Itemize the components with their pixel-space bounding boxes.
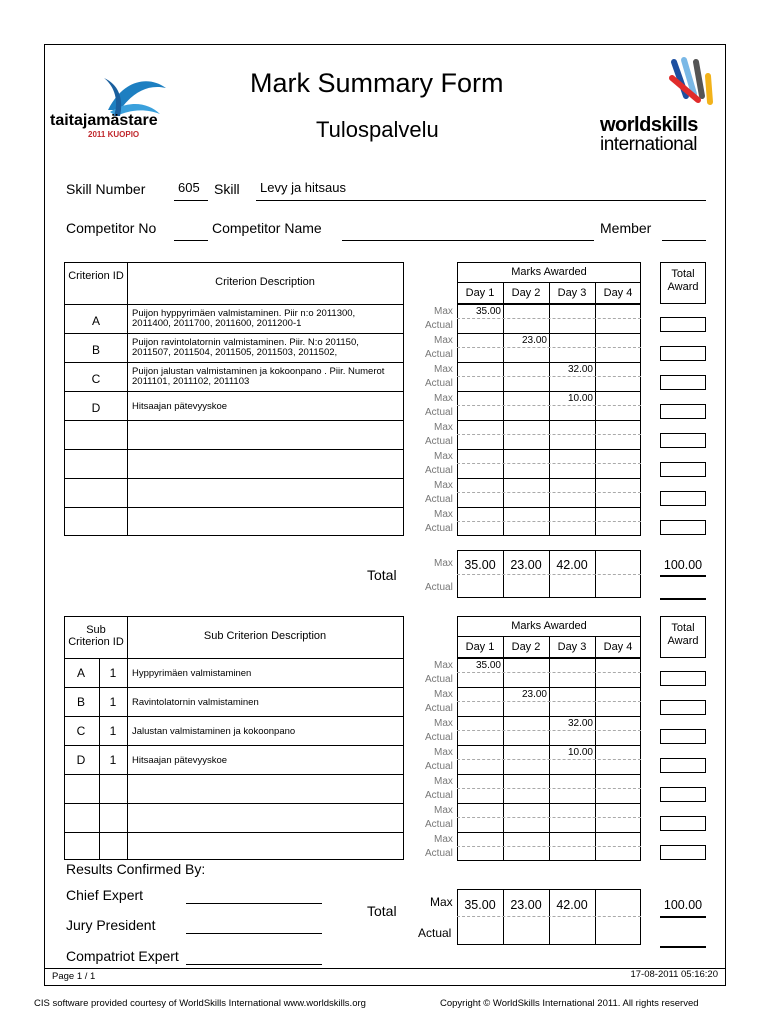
sub-total-award-cell[interactable] (660, 845, 706, 860)
max-label: Max (434, 422, 453, 433)
actual-label: Actual (425, 732, 453, 743)
competitor-name-field[interactable] (342, 240, 594, 241)
max-label: Max (434, 364, 453, 375)
max-label: Max (434, 834, 453, 845)
criteria-total-day3: 42.00 (556, 558, 588, 572)
sub-criterion-id-header: Sub Criterion ID (68, 624, 124, 648)
worldskills-logo-line1: worldskills (600, 114, 698, 136)
competitor-no-label: Competitor No (66, 220, 157, 236)
criterion-desc-c: Puijon jalustan valmistaminen ja kokoonpano . Piir. Numerot 2011101, 2011102, 2011103 (132, 366, 385, 387)
day-3-header: Day 3 (557, 287, 587, 299)
sub-total-award-label: Total Award (667, 622, 699, 647)
actual-label: Actual (425, 523, 453, 534)
sub-c-day3-max: 32.00 (567, 718, 593, 729)
criterion-desc-a: Puijon hyppyrimäen valmistaminen. Piir n:o 2011300, 2011400, 2011700, 2011600, 2011200-1 (132, 308, 356, 329)
criterion-id-a: A (91, 314, 100, 328)
sub-total-award-cell[interactable] (660, 671, 706, 686)
sub-total-award: 100.00 (663, 898, 703, 912)
sub-id-d: D (76, 753, 86, 767)
footer-credit: CIS software provided courtesy of WorldSkills International www.worldskills.org (34, 998, 366, 1009)
member-label: Member (600, 220, 652, 236)
sub-total-award-cell[interactable] (660, 729, 706, 744)
total-award-cell[interactable] (660, 462, 706, 477)
sub-total-award-cell[interactable] (660, 758, 706, 773)
actual-label: Actual (425, 494, 453, 505)
member-field[interactable] (662, 240, 706, 241)
sub-desc-a: Hyppyrimäen valmistaminen (132, 668, 252, 679)
criterion-id-b: B (91, 343, 100, 357)
sub-day-3-header: Day 3 (557, 641, 587, 653)
max-label: Max (434, 718, 453, 729)
sub-total-day1: 35.00 (464, 898, 496, 912)
total-award-cell[interactable] (660, 433, 706, 448)
page-subtitle: Tulospalvelu (316, 117, 439, 142)
results-confirmed-heading: Results Confirmed By: (66, 861, 206, 877)
sub-total-award-cell[interactable] (660, 787, 706, 802)
sub-desc-c: Jalustan valmistaminen ja kokoonpano (132, 726, 296, 737)
actual-label: Actual (425, 790, 453, 801)
actual-label: Actual (425, 761, 453, 772)
sub-a-day1-max: 35.00 (475, 660, 501, 671)
sub-num-d: 1 (109, 753, 117, 767)
actual-label: Actual (425, 320, 453, 331)
actual-label: Actual (425, 465, 453, 476)
competitor-name-label: Competitor Name (212, 220, 322, 236)
criteria-total-day1: 35.00 (464, 558, 496, 572)
actual-label: Actual (425, 407, 453, 418)
max-label: Max (434, 805, 453, 816)
skill-value[interactable]: Levy ja hitsaus (260, 180, 346, 195)
max-label: Max (434, 306, 453, 317)
max-label: Max (434, 660, 453, 671)
chief-expert-signature[interactable] (186, 903, 322, 904)
sub-id-b: B (76, 695, 85, 709)
sub-total-award-cell[interactable] (660, 700, 706, 715)
chief-expert-label: Chief Expert (66, 887, 144, 903)
total-award-cell[interactable] (660, 404, 706, 419)
criterion-id-header: Criterion ID (68, 270, 124, 282)
max-label: Max (434, 480, 453, 491)
max-label: Max (434, 393, 453, 404)
sub-id-a: A (76, 666, 85, 680)
criterion-a-day1-max: 35.00 (475, 306, 501, 317)
sub-total-award-cell[interactable] (660, 816, 706, 831)
day-4-header: Day 4 (603, 287, 633, 299)
max-label: Max (434, 451, 453, 462)
sub-total-label: Total (367, 903, 397, 919)
actual-label: Actual (425, 436, 453, 447)
total-award-cell[interactable] (660, 520, 706, 535)
sub-criteria-table (64, 616, 404, 860)
max-label: Max (434, 747, 453, 758)
total-award-cell[interactable] (660, 346, 706, 361)
criteria-total-award: 100.00 (663, 558, 703, 572)
actual-label: Actual (418, 926, 452, 940)
sub-desc-b: Ravintolatornin valmistaminen (132, 697, 259, 708)
sub-day-1-header: Day 1 (465, 641, 495, 653)
criterion-desc-header: Criterion Description (215, 276, 315, 288)
sub-num-c: 1 (109, 724, 117, 738)
compatriot-expert-label: Compatriot Expert (66, 948, 179, 964)
skill-number-underline (174, 200, 208, 201)
criteria-total-day2: 23.00 (510, 558, 542, 572)
sub-d-day3-max: 10.00 (567, 747, 593, 758)
sub-id-c: C (76, 724, 86, 738)
page-title: Mark Summary Form (250, 68, 504, 98)
max-label: Max (430, 895, 453, 909)
skill-number-label: Skill Number (66, 181, 146, 197)
max-label: Max (434, 335, 453, 346)
marks-awarded-header: Marks Awarded (511, 266, 587, 278)
sub-day-4-header: Day 4 (603, 641, 633, 653)
day-2-header: Day 2 (511, 287, 541, 299)
compatriot-expert-signature[interactable] (186, 964, 322, 965)
max-label: Max (434, 776, 453, 787)
sub-criterion-desc-header: Sub Criterion Description (203, 630, 327, 642)
print-datetime: 17-08-2011 05:16:20 (630, 969, 718, 980)
total-award-cell[interactable] (660, 375, 706, 390)
actual-label: Actual (425, 378, 453, 389)
sub-desc-d: Hitsaajan pätevyyskoe (132, 755, 228, 766)
criterion-id-c: C (91, 372, 101, 386)
actual-label: Actual (425, 349, 453, 360)
actual-label: Actual (425, 674, 453, 685)
footer-copyright: Copyright © WorldSkills International 2011. All rights reserved (440, 998, 699, 1009)
sub-marks-awarded-header: Marks Awarded (511, 620, 587, 632)
sub-num-b: 1 (109, 695, 117, 709)
criterion-d-day3-max: 10.00 (567, 393, 593, 404)
total-award-cell[interactable] (660, 491, 706, 506)
sub-day-2-header: Day 2 (511, 641, 541, 653)
criterion-b-day2-max: 23.00 (521, 335, 547, 346)
criterion-id-d: D (91, 401, 101, 415)
worldskills-logo-line2: international (600, 134, 698, 155)
criteria-total-label: Total (367, 567, 397, 583)
sub-total-day3: 42.00 (556, 898, 588, 912)
skill-underline (256, 200, 706, 201)
taitaja-logo-text: taitajamästare (50, 112, 158, 129)
total-award-label: Total Award (667, 268, 699, 293)
worldskills-logo-mark (664, 56, 724, 121)
criterion-desc-d: Hitsaajan pätevyyskoe (132, 401, 228, 412)
actual-label: Actual (425, 819, 453, 830)
skill-label: Skill (214, 181, 240, 197)
max-label: Max (434, 689, 453, 700)
competitor-no-field[interactable] (174, 240, 208, 241)
jury-president-label: Jury President (66, 917, 156, 933)
sub-num-a: 1 (109, 666, 117, 680)
actual-label: Actual (425, 582, 453, 593)
criterion-desc-b: Puijon ravintolatornin valmistaminen. Piir. N:o 201150, 2011507, 2011504, 2011505, 2011503, 2011502, (132, 337, 359, 358)
skill-number-value[interactable]: 605 (178, 180, 200, 195)
max-label: Max (434, 558, 453, 569)
sub-total-day2: 23.00 (510, 898, 542, 912)
day-1-header: Day 1 (465, 287, 495, 299)
criterion-c-day3-max: 32.00 (567, 364, 593, 375)
max-label: Max (434, 509, 453, 520)
page-number: Page 1 / 1 (52, 971, 96, 982)
actual-label: Actual (425, 848, 453, 859)
jury-president-signature[interactable] (186, 933, 322, 934)
total-award-cell[interactable] (660, 317, 706, 332)
sub-b-day2-max: 23.00 (521, 689, 547, 700)
taitaja-logo-sub: 2011 KUOPIO (88, 130, 140, 139)
actual-label: Actual (425, 703, 453, 714)
